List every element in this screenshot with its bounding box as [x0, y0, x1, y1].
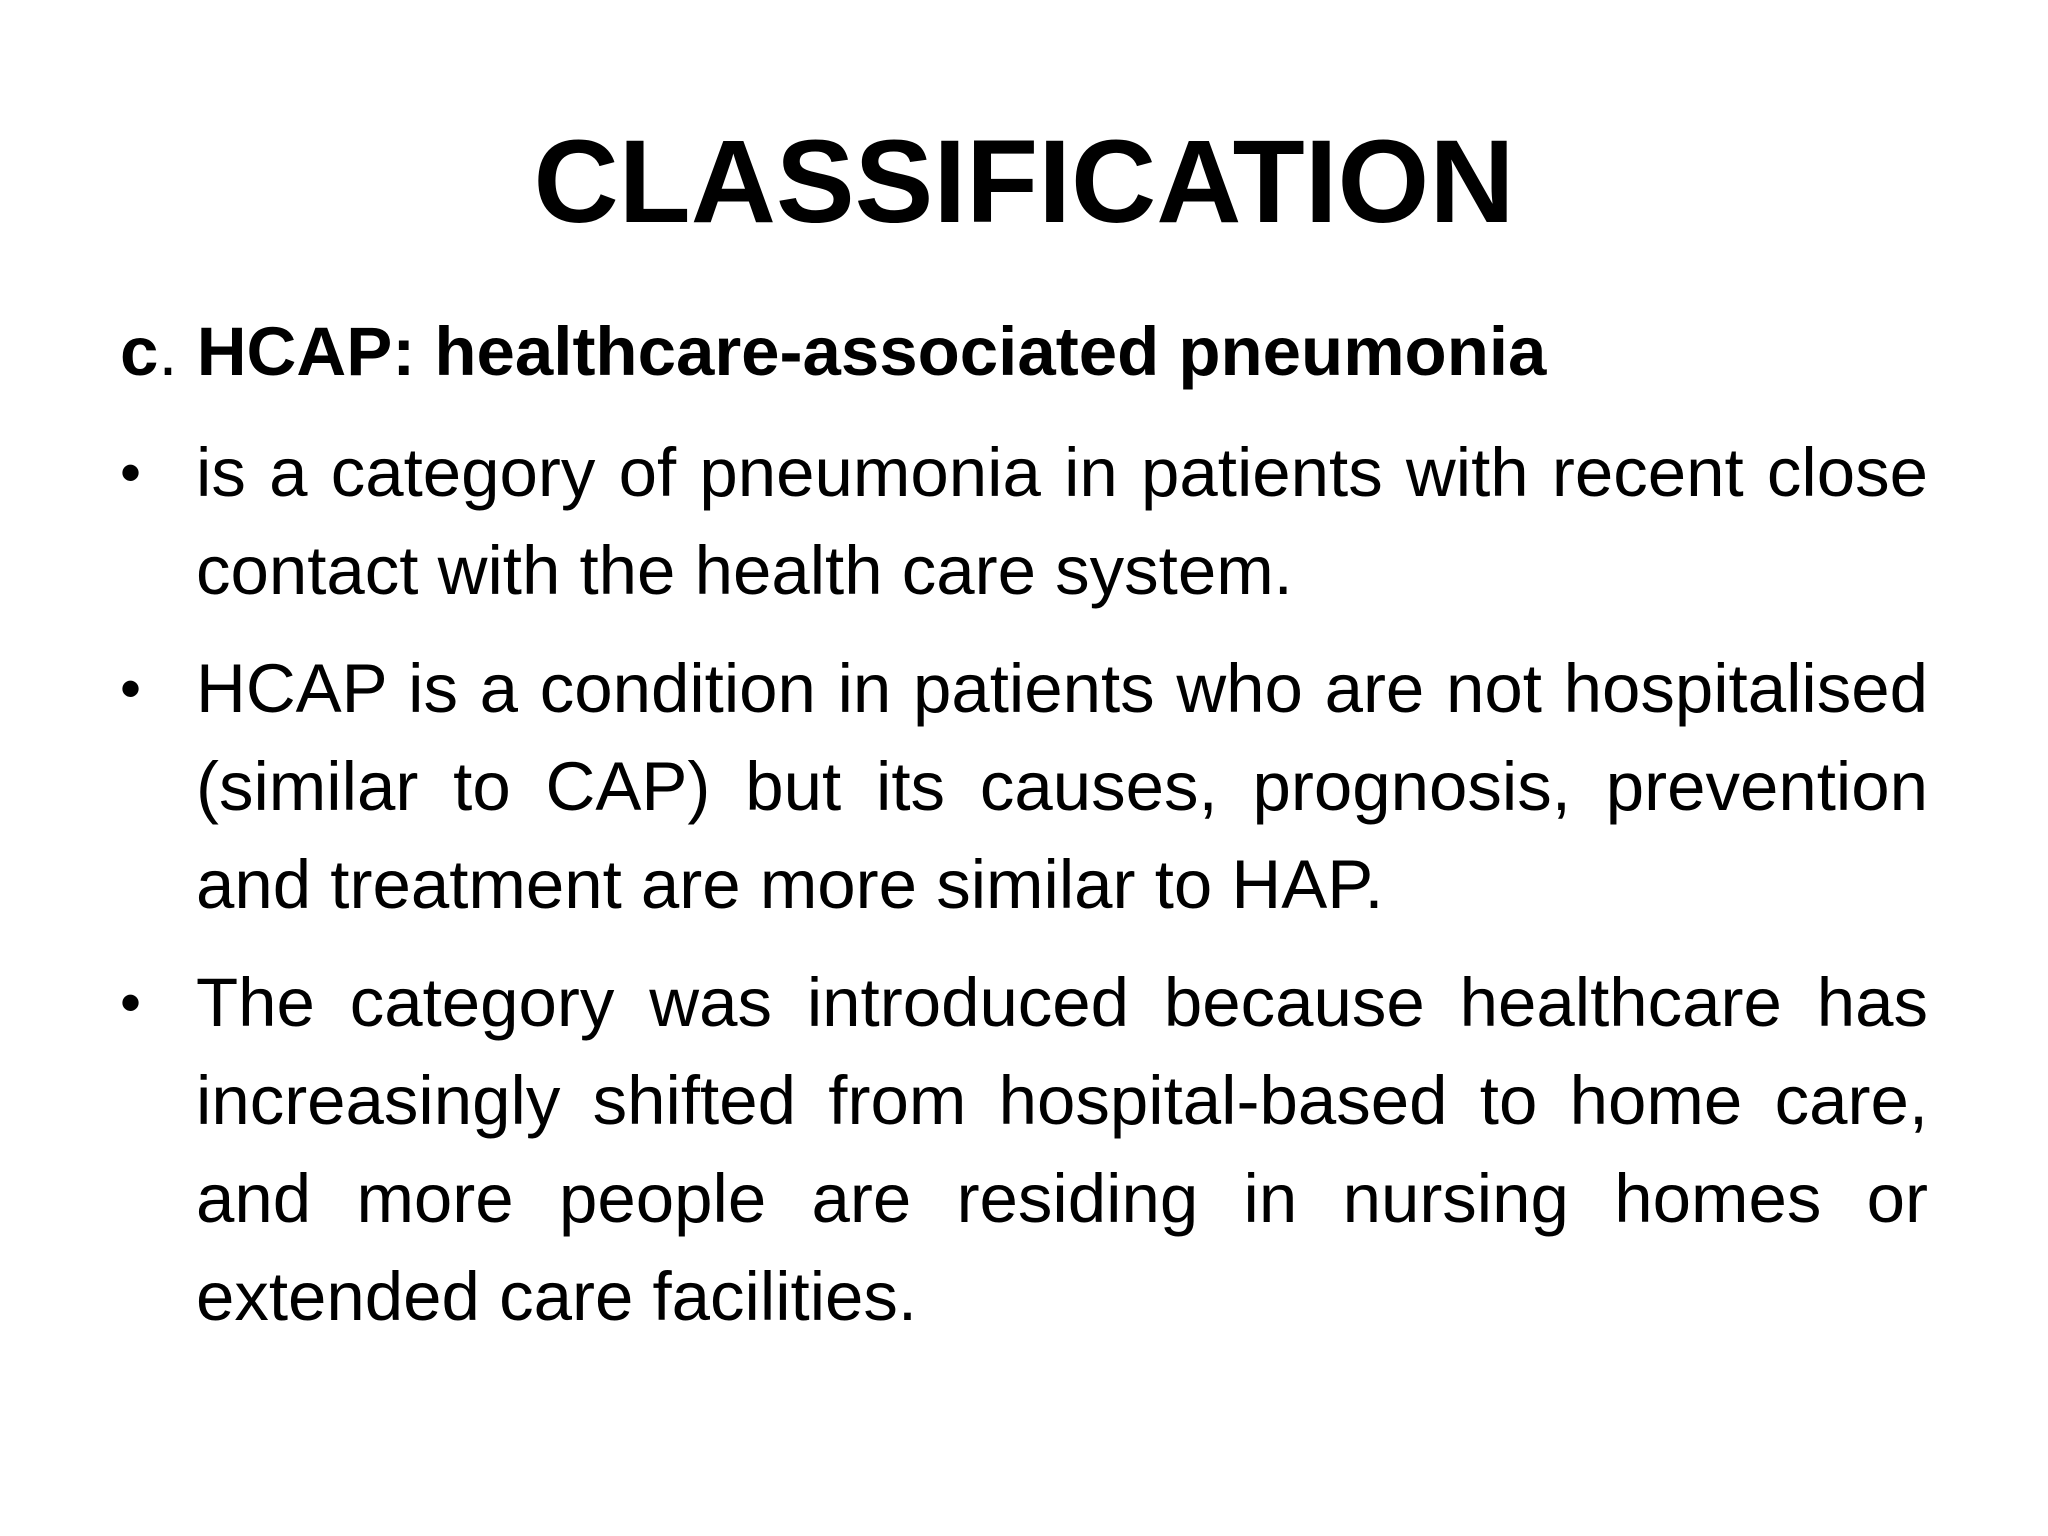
bullet-text: is a category of pneumonia in patients with recent close contact with the health care system. — [196, 434, 1928, 609]
section-heading-text: HCAP: healthcare-associated pneumonia — [177, 313, 1547, 390]
bullet-icon: • — [120, 969, 142, 1036]
section-letter: c — [120, 313, 159, 390]
bullet-list — [120, 424, 1928, 1366]
bullet-text: The category was introduced because healthcare has increasingly shifted from hospital-based to home care, and more people are residing in nursing homes or extended care facilities. — [196, 964, 1928, 1335]
section-letter-dot: . — [158, 313, 178, 390]
bullet-text: HCAP is a condition in patients who are not hospitalised (similar to CAP) but its causes, prognosis, prevention and treatment are more similar to HAP. — [196, 650, 1928, 923]
bullet-icon: • — [120, 439, 142, 506]
bullet-item — [120, 424, 1928, 620]
bullet-item — [120, 640, 1928, 934]
bullet-item — [120, 954, 1928, 1346]
slide-title: CLASSIFICATION — [533, 116, 1515, 248]
bullet-icon: • — [120, 655, 142, 722]
section-heading — [120, 312, 1546, 392]
